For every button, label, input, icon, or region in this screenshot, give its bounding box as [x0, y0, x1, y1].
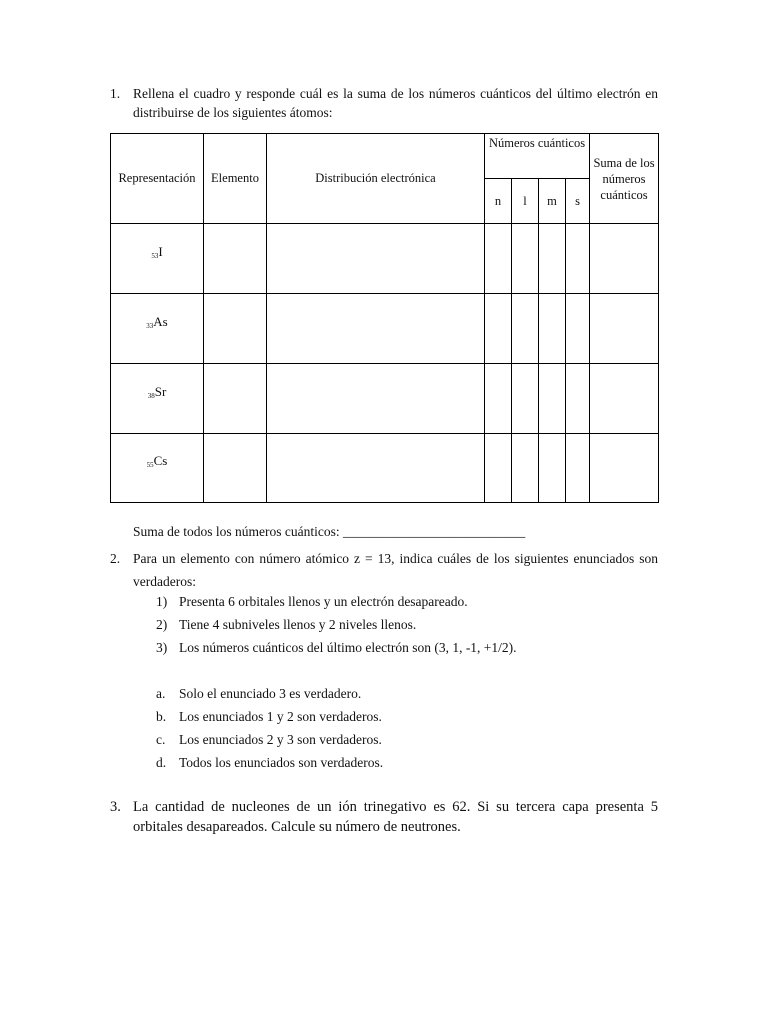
statement-text: Los números cuánticos del último electrón son (3, 1, -1, +1/2). [179, 640, 517, 655]
distribucion-cell[interactable] [267, 364, 485, 434]
header-elemento: Elemento [204, 134, 267, 224]
atom-representation [111, 364, 204, 434]
suma-cell[interactable] [590, 434, 659, 503]
element-symbol: I [158, 243, 163, 259]
header-representacion: Representación [111, 134, 204, 224]
statement-label: 2) [156, 617, 168, 632]
s-cell[interactable] [566, 224, 590, 294]
suma-cell[interactable] [590, 294, 659, 364]
option-a[interactable] [156, 682, 636, 705]
n-cell[interactable] [485, 364, 512, 434]
distribucion-cell[interactable] [267, 294, 485, 364]
header-suma: Suma de los números cuánticos [590, 134, 659, 224]
elemento-cell[interactable] [204, 434, 267, 503]
element-symbol: Cs [153, 453, 168, 468]
statement-list [156, 590, 636, 659]
statement-text: Presenta 6 orbitales llenos y un electrón desapareado. [179, 594, 468, 609]
n-cell[interactable] [485, 434, 512, 503]
option-label: c. [156, 732, 166, 747]
l-cell[interactable] [512, 364, 539, 434]
atom-representation [111, 294, 204, 364]
atomic-number: 33 [146, 321, 154, 330]
header-numeros-cuanticos: Números cuánticos [485, 134, 590, 179]
header-distribucion: Distribución electrónica [267, 134, 485, 224]
question-text: Rellena el cuadro y responde cuál es la suma de los números cuánticos del último electrón en distribuirse de los siguientes átomos: [133, 86, 658, 120]
atomic-number: 53 [151, 251, 159, 260]
s-cell[interactable] [566, 434, 590, 503]
header-l: l [512, 179, 539, 224]
distribucion-cell[interactable] [267, 434, 485, 503]
option-b[interactable] [156, 705, 636, 728]
s-cell[interactable] [566, 294, 590, 364]
table-row [111, 364, 659, 434]
m-cell[interactable] [539, 294, 566, 364]
statement-label: 1) [156, 594, 168, 609]
list-item [156, 613, 636, 636]
distribucion-cell[interactable] [267, 224, 485, 294]
l-cell[interactable] [512, 224, 539, 294]
atomic-number: 38 [147, 391, 155, 400]
option-text: Los enunciados 1 y 2 son verdaderos. [179, 709, 382, 724]
elemento-cell[interactable] [204, 294, 267, 364]
sum-all-label: Suma de todos los números cuánticos: [133, 524, 343, 539]
m-cell[interactable] [539, 434, 566, 503]
header-n: n [485, 179, 512, 224]
element-symbol: Sr [154, 383, 167, 399]
question-2 [110, 547, 658, 593]
sum-all-line [133, 524, 525, 540]
header-m: m [539, 179, 566, 224]
option-text: Los enunciados 2 y 3 son verdaderos. [179, 732, 382, 747]
option-d[interactable] [156, 751, 636, 774]
quantum-numbers-table [110, 133, 659, 503]
m-cell[interactable] [539, 224, 566, 294]
statement-label: 3) [156, 640, 168, 655]
m-cell[interactable] [539, 364, 566, 434]
option-label: b. [156, 709, 167, 724]
list-item [156, 590, 636, 613]
question-text: La cantidad de nucleones de un ión trinegativo es 62. Si su tercera capa presenta 5 orbitales desapareados. Calcule su número de neutrones. [133, 799, 658, 835]
elemento-cell[interactable] [204, 224, 267, 294]
atom-representation [111, 434, 204, 503]
l-cell[interactable] [512, 434, 539, 503]
statement-text: Tiene 4 subniveles llenos y 2 niveles llenos. [179, 617, 417, 632]
elemento-cell[interactable] [204, 364, 267, 434]
question-text: Para un elemento con número atómico z = 13, indica cuáles de los siguientes enunciados son verdaderos: [133, 551, 658, 589]
table-row [111, 224, 659, 294]
suma-cell[interactable] [590, 224, 659, 294]
question-3 [110, 797, 658, 837]
suma-cell[interactable] [590, 364, 659, 434]
question-number: 3. [110, 799, 121, 815]
atom-representation [111, 224, 204, 294]
option-label: d. [156, 755, 167, 770]
option-c[interactable] [156, 728, 636, 751]
table-row [111, 434, 659, 503]
option-text: Solo el enunciado 3 es verdadero. [179, 686, 362, 701]
question-number: 2. [110, 551, 121, 566]
option-list [156, 682, 636, 774]
question-number: 1. [110, 86, 121, 101]
s-cell[interactable] [566, 364, 590, 434]
question-1 [110, 84, 658, 122]
n-cell[interactable] [485, 294, 512, 364]
table-row [111, 294, 659, 364]
sum-all-blank[interactable]: ___________________________ [342, 524, 526, 539]
list-item [156, 636, 636, 659]
option-label: a. [156, 686, 166, 701]
option-text: Todos los enunciados son verdaderos. [179, 755, 384, 770]
l-cell[interactable] [512, 294, 539, 364]
n-cell[interactable] [485, 224, 512, 294]
element-symbol: As [153, 313, 168, 329]
header-s: s [566, 179, 590, 224]
atomic-number: 55 [146, 461, 154, 469]
